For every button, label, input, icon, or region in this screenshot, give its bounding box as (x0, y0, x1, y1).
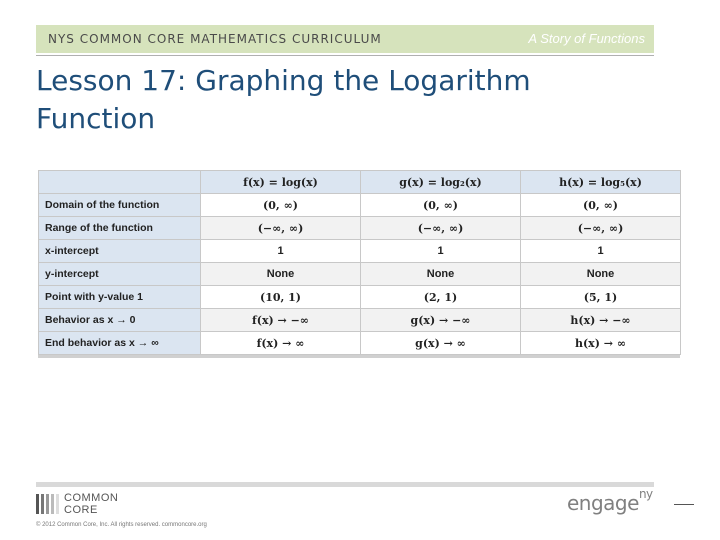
table-row (39, 286, 681, 309)
table-bottom-shadow (38, 355, 680, 358)
cell-h: 1 (521, 240, 681, 263)
cell-g: g(x) → ∞ (361, 332, 521, 355)
ny-superscript: ny (638, 487, 653, 502)
cell-g: (−∞, ∞) (361, 217, 521, 240)
table-row (39, 194, 681, 217)
cell-f: None (201, 263, 361, 286)
engage-wordmark: engage (567, 491, 639, 515)
row-label: Point with y-value 1 (39, 286, 201, 309)
cell-g: None (361, 263, 521, 286)
common-core-logo-icon (36, 494, 60, 514)
cell-f: (0, ∞) (201, 194, 361, 217)
cell-g: 1 (361, 240, 521, 263)
cell-f: f(x) → −∞ (201, 309, 361, 332)
copyright-notice: © 2012 Common Core, Inc. All rights reserved. commoncore.org (36, 522, 207, 528)
column-header-g: g(x) = log₂(x) (361, 171, 521, 194)
column-header-h: h(x) = log₅(x) (521, 171, 681, 194)
row-label: x-intercept (39, 240, 201, 263)
logo-rule (674, 504, 694, 505)
table-corner-cell (39, 171, 201, 194)
cell-g: g(x) → −∞ (361, 309, 521, 332)
table-row (39, 217, 681, 240)
logo-line-2: CORE (64, 504, 98, 516)
table-row (39, 240, 681, 263)
logo-line-1: COMMON (64, 492, 119, 504)
table-row (39, 332, 681, 355)
cell-h: None (521, 263, 681, 286)
curriculum-label: NYS COMMON CORE MATHEMATICS CURRICULUM (48, 32, 382, 46)
row-label: End behavior as x → ∞ (39, 332, 201, 355)
cell-h: (5, 1) (521, 286, 681, 309)
cell-h: (−∞, ∞) (521, 217, 681, 240)
cell-f: (−∞, ∞) (201, 217, 361, 240)
footer-divider (36, 482, 654, 487)
row-label: Domain of the function (39, 194, 201, 217)
cell-h: h(x) → ∞ (521, 332, 681, 355)
cell-g: (0, ∞) (361, 194, 521, 217)
cell-h: (0, ∞) (521, 194, 681, 217)
cell-f: 1 (201, 240, 361, 263)
table-header-row (39, 171, 681, 194)
cell-f: f(x) → ∞ (201, 332, 361, 355)
logarithm-comparison-table (38, 170, 681, 355)
table-row (39, 309, 681, 332)
cell-h: h(x) → −∞ (521, 309, 681, 332)
column-header-f: f(x) = log(x) (201, 171, 361, 194)
row-label: Behavior as x → 0 (39, 309, 201, 332)
cell-f: (10, 1) (201, 286, 361, 309)
table-row (39, 263, 681, 286)
engageny-logo (567, 487, 653, 515)
row-label: Range of the function (39, 217, 201, 240)
module-title: A Story of Functions (528, 31, 645, 46)
row-label: y-intercept (39, 263, 201, 286)
header-bar (36, 25, 654, 53)
header-divider (36, 55, 654, 56)
common-core-wordmark (64, 492, 118, 516)
lesson-title: Lesson 17: Graphing the Logarithm Function (36, 64, 531, 135)
cell-g: (2, 1) (361, 286, 521, 309)
